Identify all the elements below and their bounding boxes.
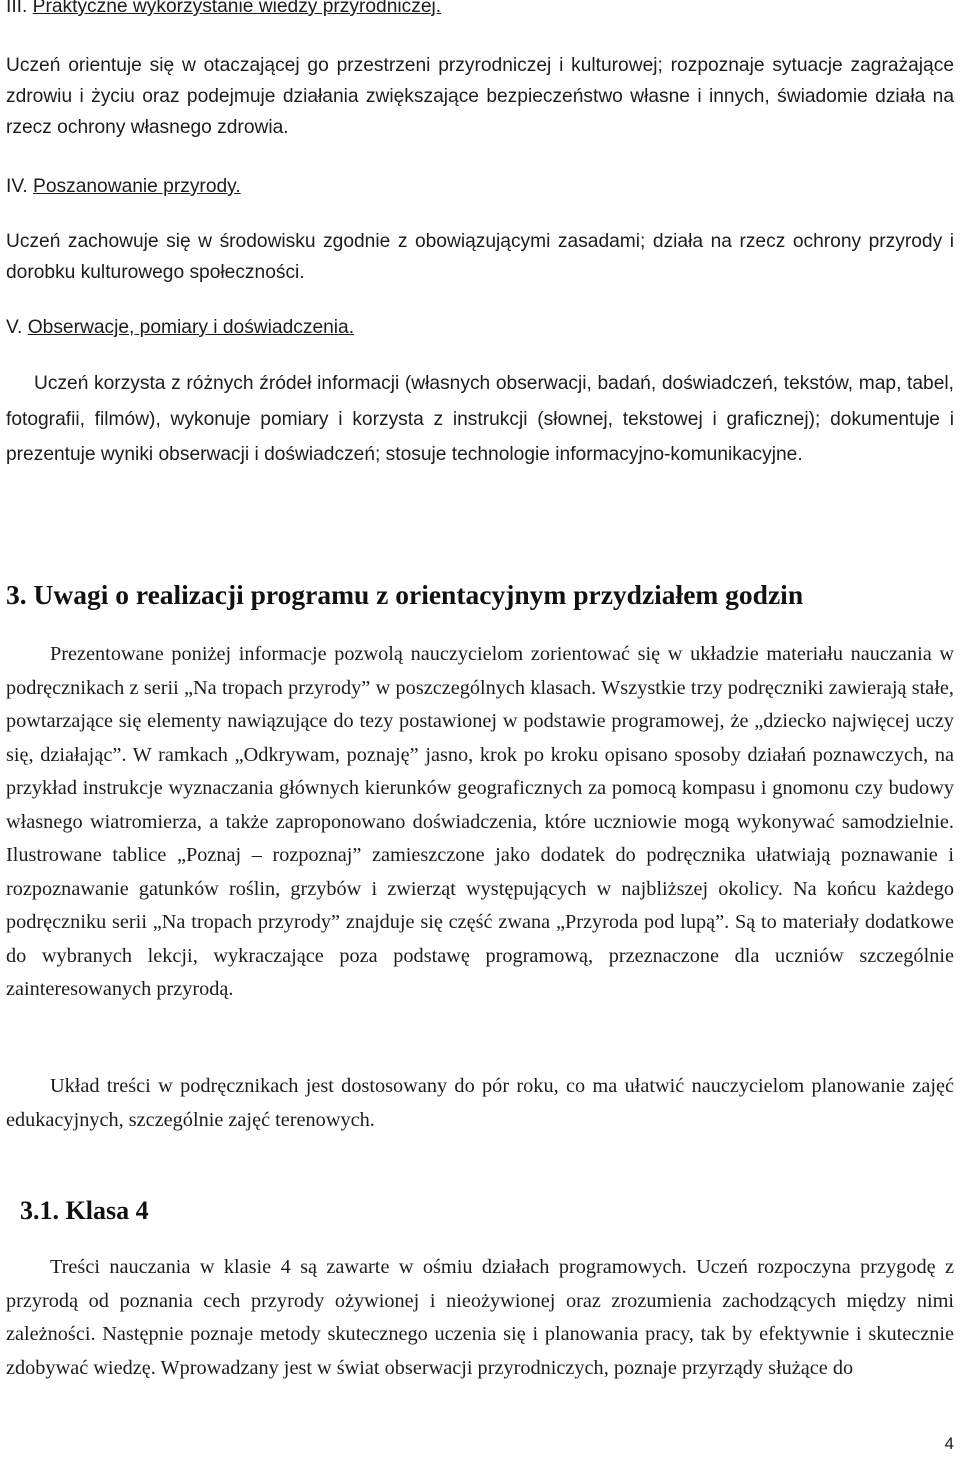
section-iii-body: Uczeń orientuje się w otaczającej go przestrzeni przyrodniczej i kulturowej; rozpoznaje sytuacje zagrażające zdrowiu i życiu oraz podejmuje działania zwiększające bezpieczeństwo własne i innych, świadomie działa na rzecz ochrony własnego zdrowia. — [6, 55, 954, 138]
section-v-number: V. — [6, 317, 23, 338]
section-iv-number: IV. — [6, 176, 28, 197]
section-iii-title: Praktyczne wykorzystanie wiedzy przyrodniczej. — [32, 0, 442, 17]
section-iv-body: Uczeń zachowuje się w środowisku zgodnie z obowiązującymi zasadami; działa na rzecz ochrony przyrody i dorobku kulturowego społeczności. — [6, 231, 954, 283]
chapter-3-paragraph-1: Prezentowane poniżej informacje pozwolą nauczycielom zorientować się w układzie materiału nauczania w podręcznikach z serii „Na tropach przyrody” w poszczególnych klasach. Wszystkie trzy podręczniki zawierają stałe, powtarzające się elementy nawiązujące do tezy postawionej w podstawie programowej, że „dziecko najwięcej uczy się, działając”. W ramkach „Odkrywam, poznaję” jasno, krok po kroku opisano sposoby działań poznawczych, na przykład instrukcje wyznaczania głównych kierunków geograficznych za pomocą kompasu i gnomonu czy budowy własnego wiatromierza, a także zaproponowano doświadczenia, które uczniowie mogą wykonywać samodzielnie. Ilustrowane tablice „Poznaj – rozpoznaj” zamieszczone jako dodatek do podręcznika ułatwiają poznawanie i rozpoznawanie gatunków roślin, grzybów i zwierząt występujących w najbliższej okolicy. Na końcu każdego podręczniku serii „Na tropach przyrody” znajduje się część zwana „Przyroda pod lupą”. Są to materiały dodatkowe do wybranych lekcji, wykraczające poza podstawę programową, przeznaczone dla uczniów szczególnie zainteresowanych przyrodą. — [6, 643, 954, 1000]
section-v-title: Obserwacje, pomiary i doświadczenia. — [27, 317, 355, 338]
chapter-3-paragraph-2: Układ treści w podręcznikach jest dostosowany do pór roku, co ma ułatwić nauczycielom planowanie zajęć edukacyjnych, szczególnie zajęć terenowych. — [6, 1075, 954, 1131]
section-v-heading — [6, 315, 354, 341]
section-iv-heading — [6, 174, 241, 200]
chapter-3-heading: 3. Uwagi o realizacji programu z orientacyjnym przydziałem godzin — [6, 579, 804, 610]
section-v-body: Uczeń korzysta z różnych źródeł informacji (własnych obserwacji, badań, doświadczeń, tekstów, map, tabel, fotografii, filmów), wykonuje pomiary i korzysta z instrukcji (słownej, tekstowej i graficznej); dokumentuje i prezentuje wyniki obserwacji i doświadczeń; stosuje technologie informacyjno-komunikacyjne. — [6, 373, 954, 465]
page-number: 4 — [944, 1434, 954, 1453]
section-3-1-paragraph: Treści nauczania w klasie 4 są zawarte w ośmiu działach programowych. Uczeń rozpoczyna przygodę z przyrodą od poznania cech przyrody ożywionej i nieożywionej oraz zrozumienia zachodzących między nimi zależności. Następnie poznaje metody skutecznego uczenia się i planowania pracy, tak by efektywnie i skutecznie zdobywać wiedzę. Wprowadzany jest w świat obserwacji przyrodniczych, poznaje przyrządy służące do — [6, 1256, 954, 1379]
section-iv-title: Poszanowanie przyrody. — [33, 176, 241, 197]
section-iii-number: III. — [6, 0, 28, 17]
section-iii-heading — [6, 0, 441, 20]
section-3-1-heading: 3.1. Klasa 4 — [20, 1196, 149, 1225]
